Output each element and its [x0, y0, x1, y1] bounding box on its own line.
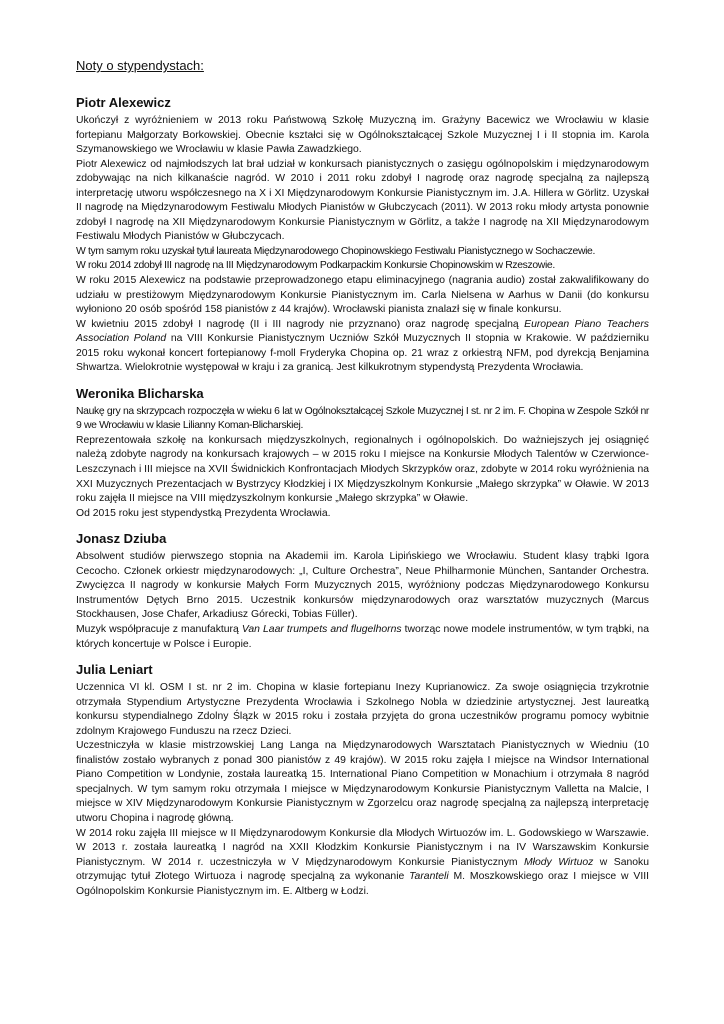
italic-title: Taranteli	[409, 871, 449, 883]
bio-paragraph: W kwietniu 2015 zdobył I nagrodę (II i III nagrody nie przyznano) oraz nagrodę specjalną European Piano Teachers Association Poland na VIII Konkursie Pianistycznym Uczniów Szkół Muzycznych II stopnia w Krakowie. W październiku 2015 roku wykonał koncert fortepianowy f-moll Fryderyka Chopina op. 21 wraz z orkiestrą NFM, pod dyrekcją Benjamina Shwartza. Wielokrotnie występował w kraju i za granicą. Jest kilkukrotnym stypendystą Prezydenta Wrocławia.	[76, 318, 649, 374]
student-name: Piotr Alexewicz	[76, 95, 171, 110]
italic-title: European Piano Teachers Association Poland	[76, 318, 649, 345]
student-section	[76, 531, 649, 652]
student-name: Weronika Blicharska	[76, 385, 204, 401]
bio-paragraph: W tym samym roku uzyskał tytuł laureata Międzynarodowego Chopinowskiego Festiwalu Pianistycznego w Sochaczewie.	[76, 245, 596, 257]
student-name: Jonasz Dziuba	[76, 531, 167, 547]
student-section	[76, 95, 649, 376]
bio-paragraph: Absolwent studiów pierwszego stopnia na Akademii im. Karola Lipińskiego we Wrocławiu. Student klasy trąbki Igora Cecocho. Członek orkiestr międzynarodowych: „I, Culture Orchestra”, Neue Philharmonie München, Santander Orchestra. Zwycięzca II nagrody w konkursie Małych Form Muzycznych 2015, wyróżniony podczas Międzynarodowego Konkursu Instrumentów Dętych Brno 2015. Uczestnik konkursów międzynarodowych oraz warsztatów muzycznych (Marcus Stockhausen, Jose Chafer, Arkadiusz Górecki, Tobias Füller).	[76, 551, 649, 621]
student-section	[76, 662, 649, 899]
student-notes	[76, 95, 649, 899]
bio-paragraph: Ukończył z wyróżnieniem w 2013 roku Państwową Szkołę Muzyczną im. Grażyny Bacewicz we Wrocławiu w klasie fortepianu Małgorzaty Borkowskiej. Obecnie kształci się w Ogólnokształcącej Szkole Muzycznej I i II stopnia im. Karola Szymanowskiego we Wrocławiu w klasie Pawła Zawadzkiego.	[76, 115, 649, 156]
bio-paragraph: W roku 2014 zdobył III nagrodę na III Międzynarodowym Podkarpackim Konkursie Chopinowskim w Rzeszowie.	[76, 260, 555, 272]
italic-title: Van Laar trumpets and flugelhorns	[241, 623, 402, 635]
student-bio	[76, 550, 649, 652]
student-section	[76, 386, 649, 521]
bio-paragraph: Uczennica VI kl. OSM I st. nr 2 im. Chopina w klasie fortepianu Inezy Kuprianowicz. Za swoje osiągnięcia trzykrotnie otrzymała Stypendium Artystyczne Prezydenta Wrocławia i Szkolnego Nobla w dziedzinie artystycznej. Jest laureatką konkursu stypendialnego Zdolny Ślązk w 2015 roku i została przyjęta do grona uczestników programu pomocy wybitnie zdolnym Krajowego Funduszu na rzecz Dzieci.	[76, 682, 649, 737]
document-page	[76, 58, 649, 909]
bio-paragraph: Muzyk współpracuje z manufakturą Van Laar trumpets and flugelhorns tworząc nowe modele instrumentów, w tym trąbki, na których koncertuje w Polsce i Europie.	[76, 623, 649, 650]
bio-paragraph: Naukę gry na skrzypcach rozpoczęła w wieku 6 lat w Ogólnokształcącej Szkole Muzycznej I st. nr 2 im. F. Chopina w Zespole Szkół nr 9 we Wrocławiu w klasie Lilianny Koman-Blicharskiej.	[76, 405, 649, 432]
bio-paragraph: Piotr Alexewicz od najmłodszych lat brał udział w konkursach pianistycznych o zasięgu ogólnopolskim i międzynarodowym zdobywając na nich kilkanaście nagród. W 2010 i 2011 roku zdobył I nagrodę oraz nagrodę specjalną za najlepszą interpretację utworu współczesnego na X i XI Międzynarodowym Konkursie Pianistycznym im. J.A. Hillera w Görlitz. Uzyskał II nagrodę na Międzynarodowym Festiwalu Młodych Pianistów w Głubczycach (2011). W 2013 roku młody artysta ponownie zdobył I nagrodę na XII Międzynarodowym Konkursie Pianistycznym w Görlitz, a także I nagrodę na XII Międzynarodowym Festiwalu Młodych Pianistów w Głubczycach.	[76, 158, 649, 243]
bio-paragraph: W 2014 roku zajęła III miejsce w II Międzynarodowym Konkursie dla Młodych Wirtuozów im. L. Godowskiego w Warszawie. W 2013 r. została laureatką I nagród na XXII Kłodzkim Konkursie Pianistycznym i na IV Warszawskim Konkursie Pianistycznym. W 2014 r. uczestniczyła w V Międzynarodowym Konkursie Pianistycznym Młody Wirtuoz w Sanoku otrzymując tytuł Złotego Wirtuoza i nagrodę specjalną za wykonanie Taranteli M. Moszkowskiego oraz I miejsce w VIII Ogólnopolskim Konkursie Pianistycznym im. E. Altberg w Łodzi.	[76, 827, 650, 897]
student-bio	[76, 405, 649, 521]
italic-title: Młody Wirtuoz	[524, 856, 594, 868]
student-bio	[76, 114, 649, 376]
student-name: Julia Leniart	[76, 662, 153, 678]
page-title: Noty o stypendystach:	[76, 58, 204, 73]
bio-paragraph: W roku 2015 Alexewicz na podstawie przeprowadzonego etapu eliminacyjnego (nagrania audio) został zakwalifikowany do udziału w prestiżowym Międzynarodowym Konkursie Pianistycznym im. Carla Nielsena w Aarhus w Danii (do konkursu wyłoniono 20 osób spośród 158 pianistów z 44 krajów). Wrocławski pianista znalazł się w finale konkursu.	[76, 275, 649, 316]
bio-paragraph: Reprezentowała szkołę na konkursach międzyszkolnych, regionalnych i ogólnopolskich. Do ważniejszych jej osiągnięć należą zdobyte nagrody na konkursach krajowych – w 2015 roku I miejsce na Konkursie Młodych Talentów w Czerwionce- Leszczynach i III miejsce na XVII Świdnickich Konfrontacjach Młodych Skrzypków oraz, zdobyte w 2014 roku wyróżnienia na XXI Muzycznych Prezentacjach w Bystrzycy Kłodzkiej i IX Międzyszkolnym Konkursie „Małego skrzypka” w Oławie. W 2013 roku zajęła II miejsce na VIII międzyszkolnym konkursie „Małego skrzypka” w Oławie.	[76, 434, 649, 505]
bio-paragraph: Uczestniczyła w klasie mistrzowskiej Lang Langa na Międzynarodowych Warsztatach Pianistycznych w Wiedniu (10 finalistów zostało wybranych z ponad 300 pianistów z 49 krajów). W 2015 roku zajęła I miejsce na Windsor International Piano Competition w Londynie, została laureatką 15. International Piano Competition w Monachium i otrzymała 8 nagród specjalnych. W tym samym roku otrzymała I miejsce w Międzynarodowym Konkursie Pianistycznym Valletta na Malcie, I miejsce w XIV Międzynarodowym Konkursie Pianistycznym w Zgorzelcu oraz nagrodę specjalną za najlepszą interpretację utworu Chopina i nagrodę główną.	[76, 740, 649, 824]
student-bio	[76, 681, 649, 899]
bio-paragraph: Od 2015 roku jest stypendystką Prezydenta Wrocławia.	[76, 507, 331, 519]
